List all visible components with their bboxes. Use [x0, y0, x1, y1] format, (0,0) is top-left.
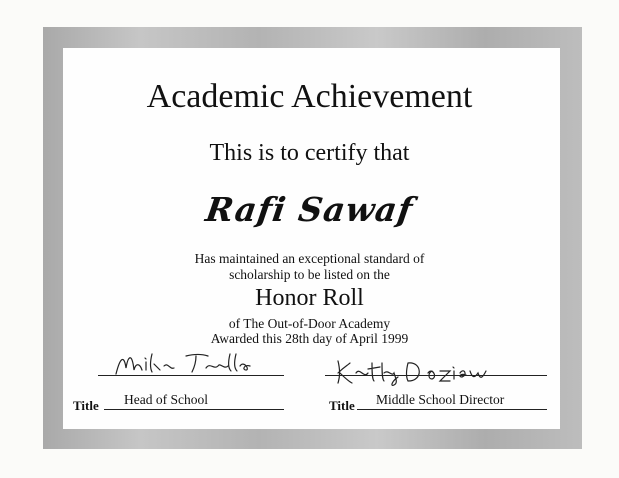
certificate-heading: Academic Achievement — [146, 78, 473, 115]
body-text-line-1: Has maintained an exceptional standard of — [194, 251, 425, 266]
recipient-name: Rafi Sawaf — [203, 190, 416, 229]
left-title-label: Title — [73, 398, 99, 413]
right-signer-role: Middle School Director — [376, 392, 505, 407]
awarded-date-line: Awarded this 28th day of April 1999 — [210, 331, 409, 346]
right-handwritten-signature — [334, 355, 494, 387]
certify-text: This is to certify that — [209, 140, 410, 166]
honor-roll-title: Honor Roll — [255, 285, 364, 311]
right-title-line — [357, 409, 547, 410]
right-signature-line — [325, 375, 547, 376]
academy-line: of The Out-of-Door Academy — [228, 316, 391, 331]
left-handwritten-signature — [110, 348, 260, 378]
left-signer-role: Head of School — [124, 392, 208, 407]
right-title-label: Title — [329, 398, 355, 413]
left-title-line — [104, 409, 284, 410]
left-signature-line — [98, 375, 284, 376]
body-text-line-2: scholarship to be listed on the — [229, 267, 390, 282]
